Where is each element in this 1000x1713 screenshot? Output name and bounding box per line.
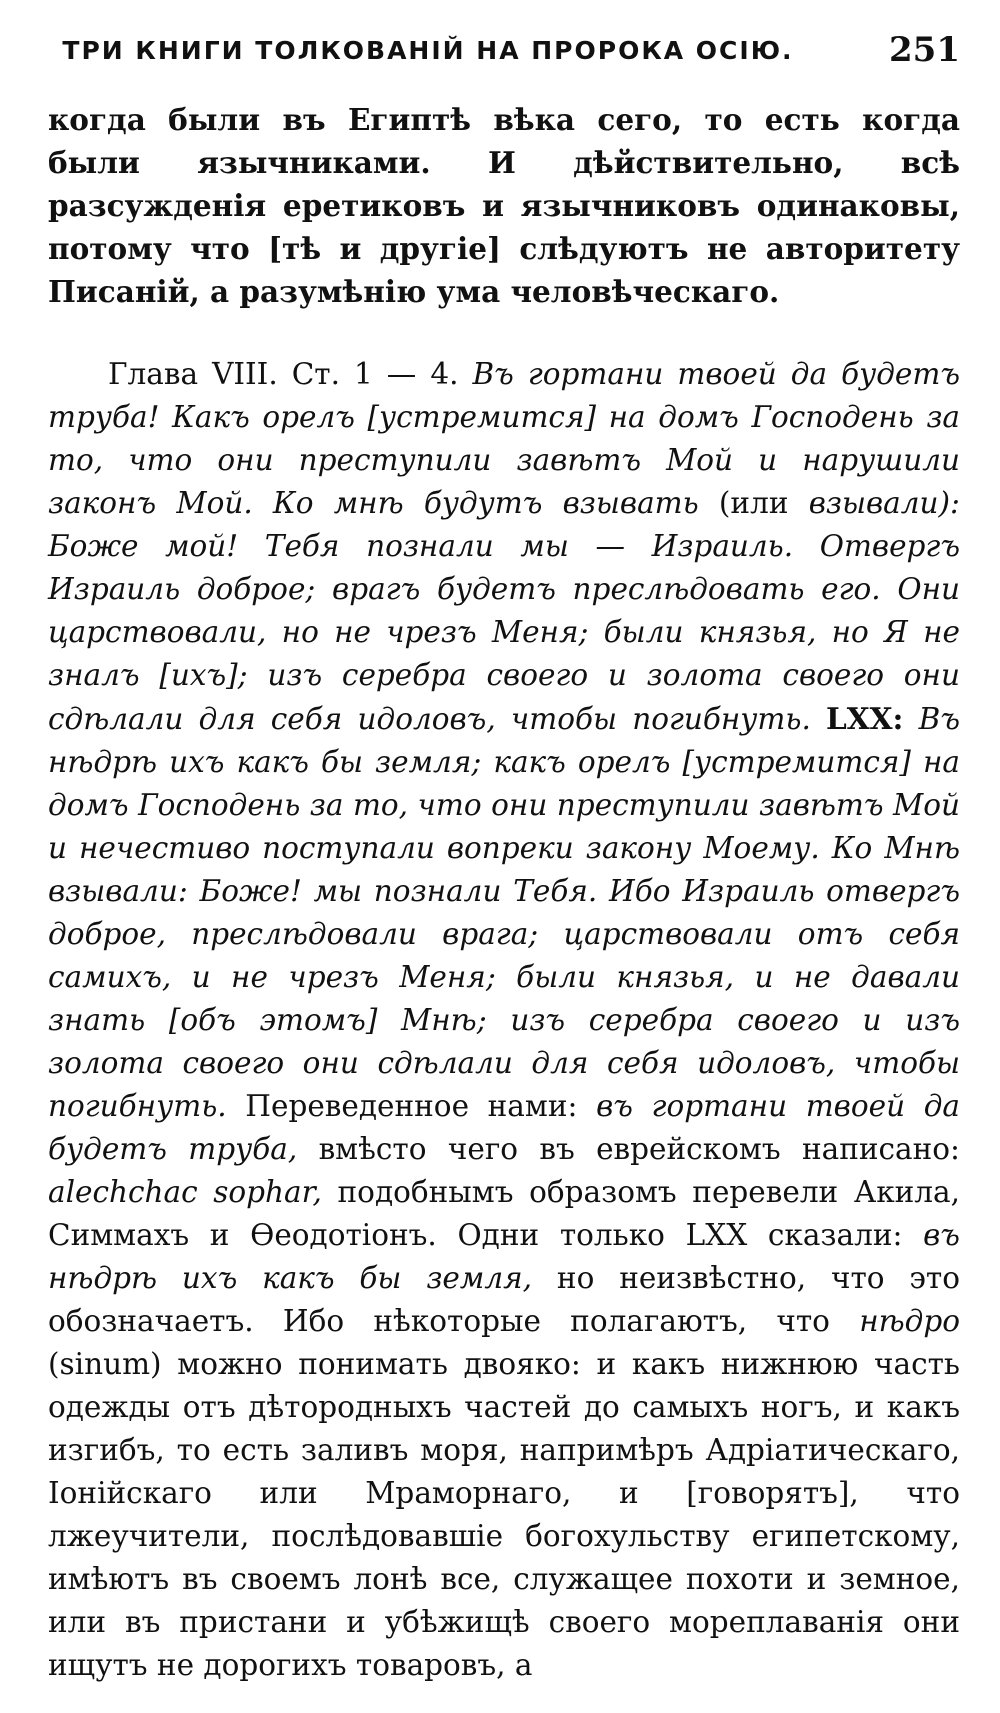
verse-reference: Глава VIII. Ст. 1 — 4. <box>108 357 459 391</box>
book-page <box>48 30 960 1687</box>
term-bosom: нѣдро <box>859 1304 960 1338</box>
quote-inline-1: въ гортани твоей да будетъ труба, <box>48 1089 960 1166</box>
text-or: (или <box>718 486 789 520</box>
commentary-text: Переведенное нами: <box>245 1089 578 1123</box>
commentary-text-2: вмѣсто чего въ еврейскомъ написано: <box>318 1132 960 1166</box>
paragraph-chapter-viii <box>48 353 960 1687</box>
page-number: 251 <box>889 30 960 70</box>
running-head <box>48 30 960 80</box>
commentary-text-4: но неизвѣстно, что это обозначаетъ. Ибо нѣкоторые полагаютъ, что <box>48 1261 961 1338</box>
quote-lxx-translation: Въ нѣдрѣ ихъ какъ бы земля; какъ орелъ [устремится] на домъ Господень за то, что они преступили завѣтъ Мой и нечестиво поступали вопреки закону Моему. Ко Мнѣ взывали: Боже! мы познали Тебя. Ибо Израиль отвергъ доброе, преслѣдовали врага; царствовали отъ себя самихъ, и не чрезъ Меня; были князья, и не давали знать [объ этомъ] Мнѣ; изъ серебра своего и изъ золота своего они сдѣлали для себя идоловъ, чтобы погибнуть. <box>48 702 960 1123</box>
quote-inline-2: въ нѣдрѣ ихъ какъ бы земля, <box>48 1218 960 1295</box>
paragraph-continuation: когда были въ Египтѣ вѣка сего, то есть когда были язычниками. И дѣйствительно, всѣ разсужденія еретиковъ и язычниковъ одинаковы, потому что [тѣ и другіе] слѣдуютъ не авторитету Писаній, а разумѣнію ума человѣческаго. <box>48 102 960 309</box>
commentary-text-5: (sinum) можно понимать двояко: и какъ нижнюю часть одежды отъ дѣтородныхъ частей до самыхъ ногъ, и какъ изгибъ, то есть заливъ моря, напримѣръ Адріатическаго, Іонійскаго или Мраморнаго, и [говорятъ], что лжеучители, послѣдовавшіе богохульству египетскому, имѣютъ въ своемъ лонѣ все, служащее похоти и земное, или въ пристани и убѣжищѣ своего мореплаванія они ищутъ не дорогихъ товаровъ, а <box>48 1347 960 1682</box>
quote-hebrew-translation: Въ гортани твоей да будетъ труба! Какъ орелъ [устремится] на домъ Господень за то, что они преступили завѣтъ Мой и нарушили законъ Мой. Ко мнѣ будутъ взывать <box>48 357 961 520</box>
hebrew-transliteration: alechchac sophar, <box>48 1175 322 1209</box>
quote-hebrew-translation-cont: Боже мой! Тебя познали мы — Израиль. Отвергъ Израиль доброе; врагъ будетъ преслѣдовать его. Они царствовали, но не чрезъ Меня; были князья, но Я не зналъ [ихъ]; изъ серебра своего и золота своего они сдѣлали для себя идоловъ, чтобы погибнуть. <box>48 529 960 736</box>
commentary-text-3: подобнымъ образомъ перевели Акила, Симмахъ и Ѳеодотіонъ. Одни только LXX сказали: <box>48 1175 960 1252</box>
quote-variant: взывали): <box>808 486 960 520</box>
text-lxx-label: LXX: <box>826 701 904 736</box>
running-title: ТРИ КНИГИ ТОЛКОВАНІЙ НА ПРОРОКА ОСІЮ. <box>62 36 794 65</box>
